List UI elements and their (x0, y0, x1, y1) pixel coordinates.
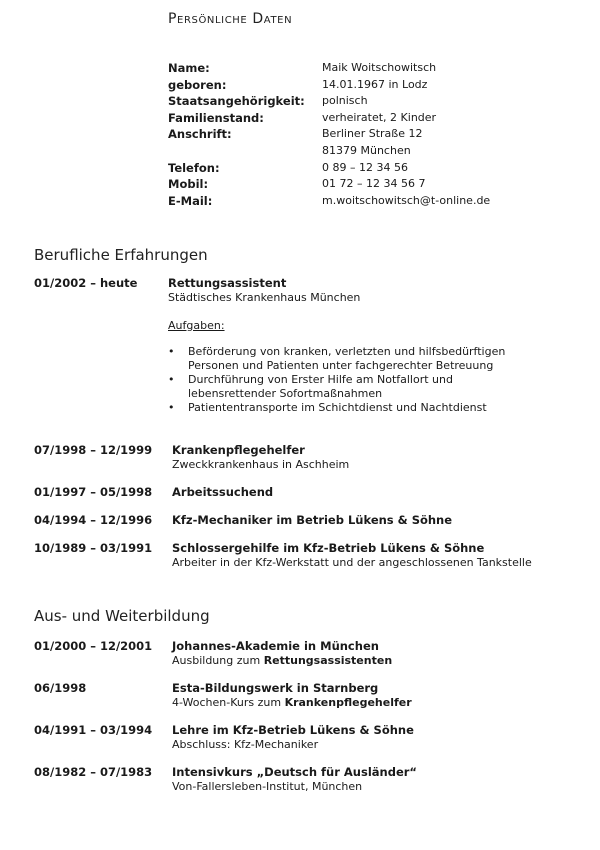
entry-subtitle (172, 696, 412, 709)
personal-value: verheiratet, 2 Kinder (322, 111, 437, 124)
task-line: Personen und Patienten unter fachgerechter Betreuung (188, 359, 494, 372)
entry-date: 07/1998 – 12/1999 (34, 443, 153, 457)
personal-value: Maik Woitschowitsch (322, 61, 437, 74)
subtitle-text: 4-Wochen-Kurs zum (172, 696, 285, 709)
bullet-icon: • (168, 373, 175, 386)
entry-title: Intensivkurs „Deutsch für Ausländer“ (172, 765, 417, 779)
entry-title: Johannes-Akademie in München (172, 639, 379, 653)
tasks-list (168, 345, 568, 415)
list-item (168, 373, 568, 401)
personal-value: 14.01.1967 in Lodz (322, 78, 428, 91)
entry-subtitle: Städtisches Krankenhaus München (168, 291, 361, 304)
personal-row-nationality (0, 93, 600, 110)
personal-label: Familienstand: (168, 111, 264, 125)
entry-date: 08/1982 – 07/1983 (34, 765, 153, 779)
personal-row-name (0, 60, 600, 77)
page-title: Persönliche Daten (168, 11, 293, 27)
entry-date: 10/1989 – 03/1991 (34, 541, 153, 555)
entry-subtitle: Zweckkrankenhaus in Aschheim (172, 458, 350, 471)
personal-value: 0 89 – 12 34 56 (322, 161, 408, 174)
personal-row-phone (0, 160, 600, 177)
personal-row-birth (0, 77, 600, 94)
personal-row-email (0, 193, 600, 210)
entry-title: Rettungsassistent (168, 276, 287, 290)
section-heading-experience: Berufliche Erfahrungen (34, 246, 208, 264)
bullet-icon: • (168, 345, 175, 358)
subtitle-text: Ausbildung zum (172, 654, 264, 667)
entry-subtitle: Arbeiter in der Kfz-Werkstatt und der angeschlossenen Tankstelle (172, 556, 532, 569)
personal-label: Name: (168, 61, 210, 75)
task-line: Patiententransporte im Schichtdienst und Nachtdienst (188, 401, 487, 414)
personal-row-city (0, 143, 600, 160)
personal-label: Staatsangehörigkeit: (168, 94, 305, 108)
tasks-label: Aufgaben: (168, 319, 225, 332)
personal-value: 01 72 – 12 34 56 7 (322, 177, 426, 190)
personal-value: Berliner Straße 12 (322, 127, 423, 140)
task-line: Beförderung von kranken, verletzten und hilfsbedürftigen (188, 345, 506, 358)
personal-label: E-Mail: (168, 194, 213, 208)
entry-date: 01/1997 – 05/1998 (34, 485, 153, 499)
subtitle-bold: Krankenpflegehelfer (284, 696, 412, 709)
entry-title: Schlossergehilfe im Kfz-Betrieb Lükens & Söhne (172, 541, 485, 555)
entry-subtitle: Von-Fallersleben-Institut, München (172, 780, 363, 793)
personal-row-address (0, 126, 600, 143)
entry-title: Lehre im Kfz-Betrieb Lükens & Söhne (172, 723, 414, 737)
entry-title: Esta-Bildungswerk in Starnberg (172, 681, 379, 695)
entry-date: 04/1991 – 03/1994 (34, 723, 153, 737)
entry-date: 01/2002 – heute (34, 276, 138, 290)
section-heading-education: Aus- und Weiterbildung (34, 607, 210, 625)
entry-title: Kfz-Mechaniker im Betrieb Lükens & Söhne (172, 513, 453, 527)
personal-value: 81379 München (322, 144, 411, 157)
entry-subtitle: Abschluss: Kfz-Mechaniker (172, 738, 319, 751)
personal-label: Mobil: (168, 177, 209, 191)
bullet-icon: • (168, 401, 175, 414)
entry-title: Arbeitssuchend (172, 485, 274, 499)
entry-subtitle (172, 654, 392, 667)
personal-label: geboren: (168, 78, 227, 92)
email-link[interactable]: m.woitschowitsch@t-online.de (322, 194, 491, 207)
entry-date: 01/2000 – 12/2001 (34, 639, 153, 653)
personal-row-family (0, 110, 600, 127)
entry-date: 04/1994 – 12/1996 (34, 513, 153, 527)
entry-title: Krankenpflegehelfer (172, 443, 305, 457)
personal-label: Anschrift: (168, 127, 232, 141)
subtitle-bold: Rettungsassistenten (263, 654, 393, 667)
personal-label: Telefon: (168, 161, 220, 175)
list-item (168, 401, 568, 415)
task-line: Durchführung von Erster Hilfe am Notfallort und (188, 373, 453, 386)
list-item (168, 345, 568, 373)
personal-row-mobile (0, 176, 600, 193)
personal-value: polnisch (322, 94, 368, 107)
task-line: lebensrettender Sofortmaßnahmen (188, 387, 383, 400)
entry-date: 06/1998 (34, 681, 87, 695)
